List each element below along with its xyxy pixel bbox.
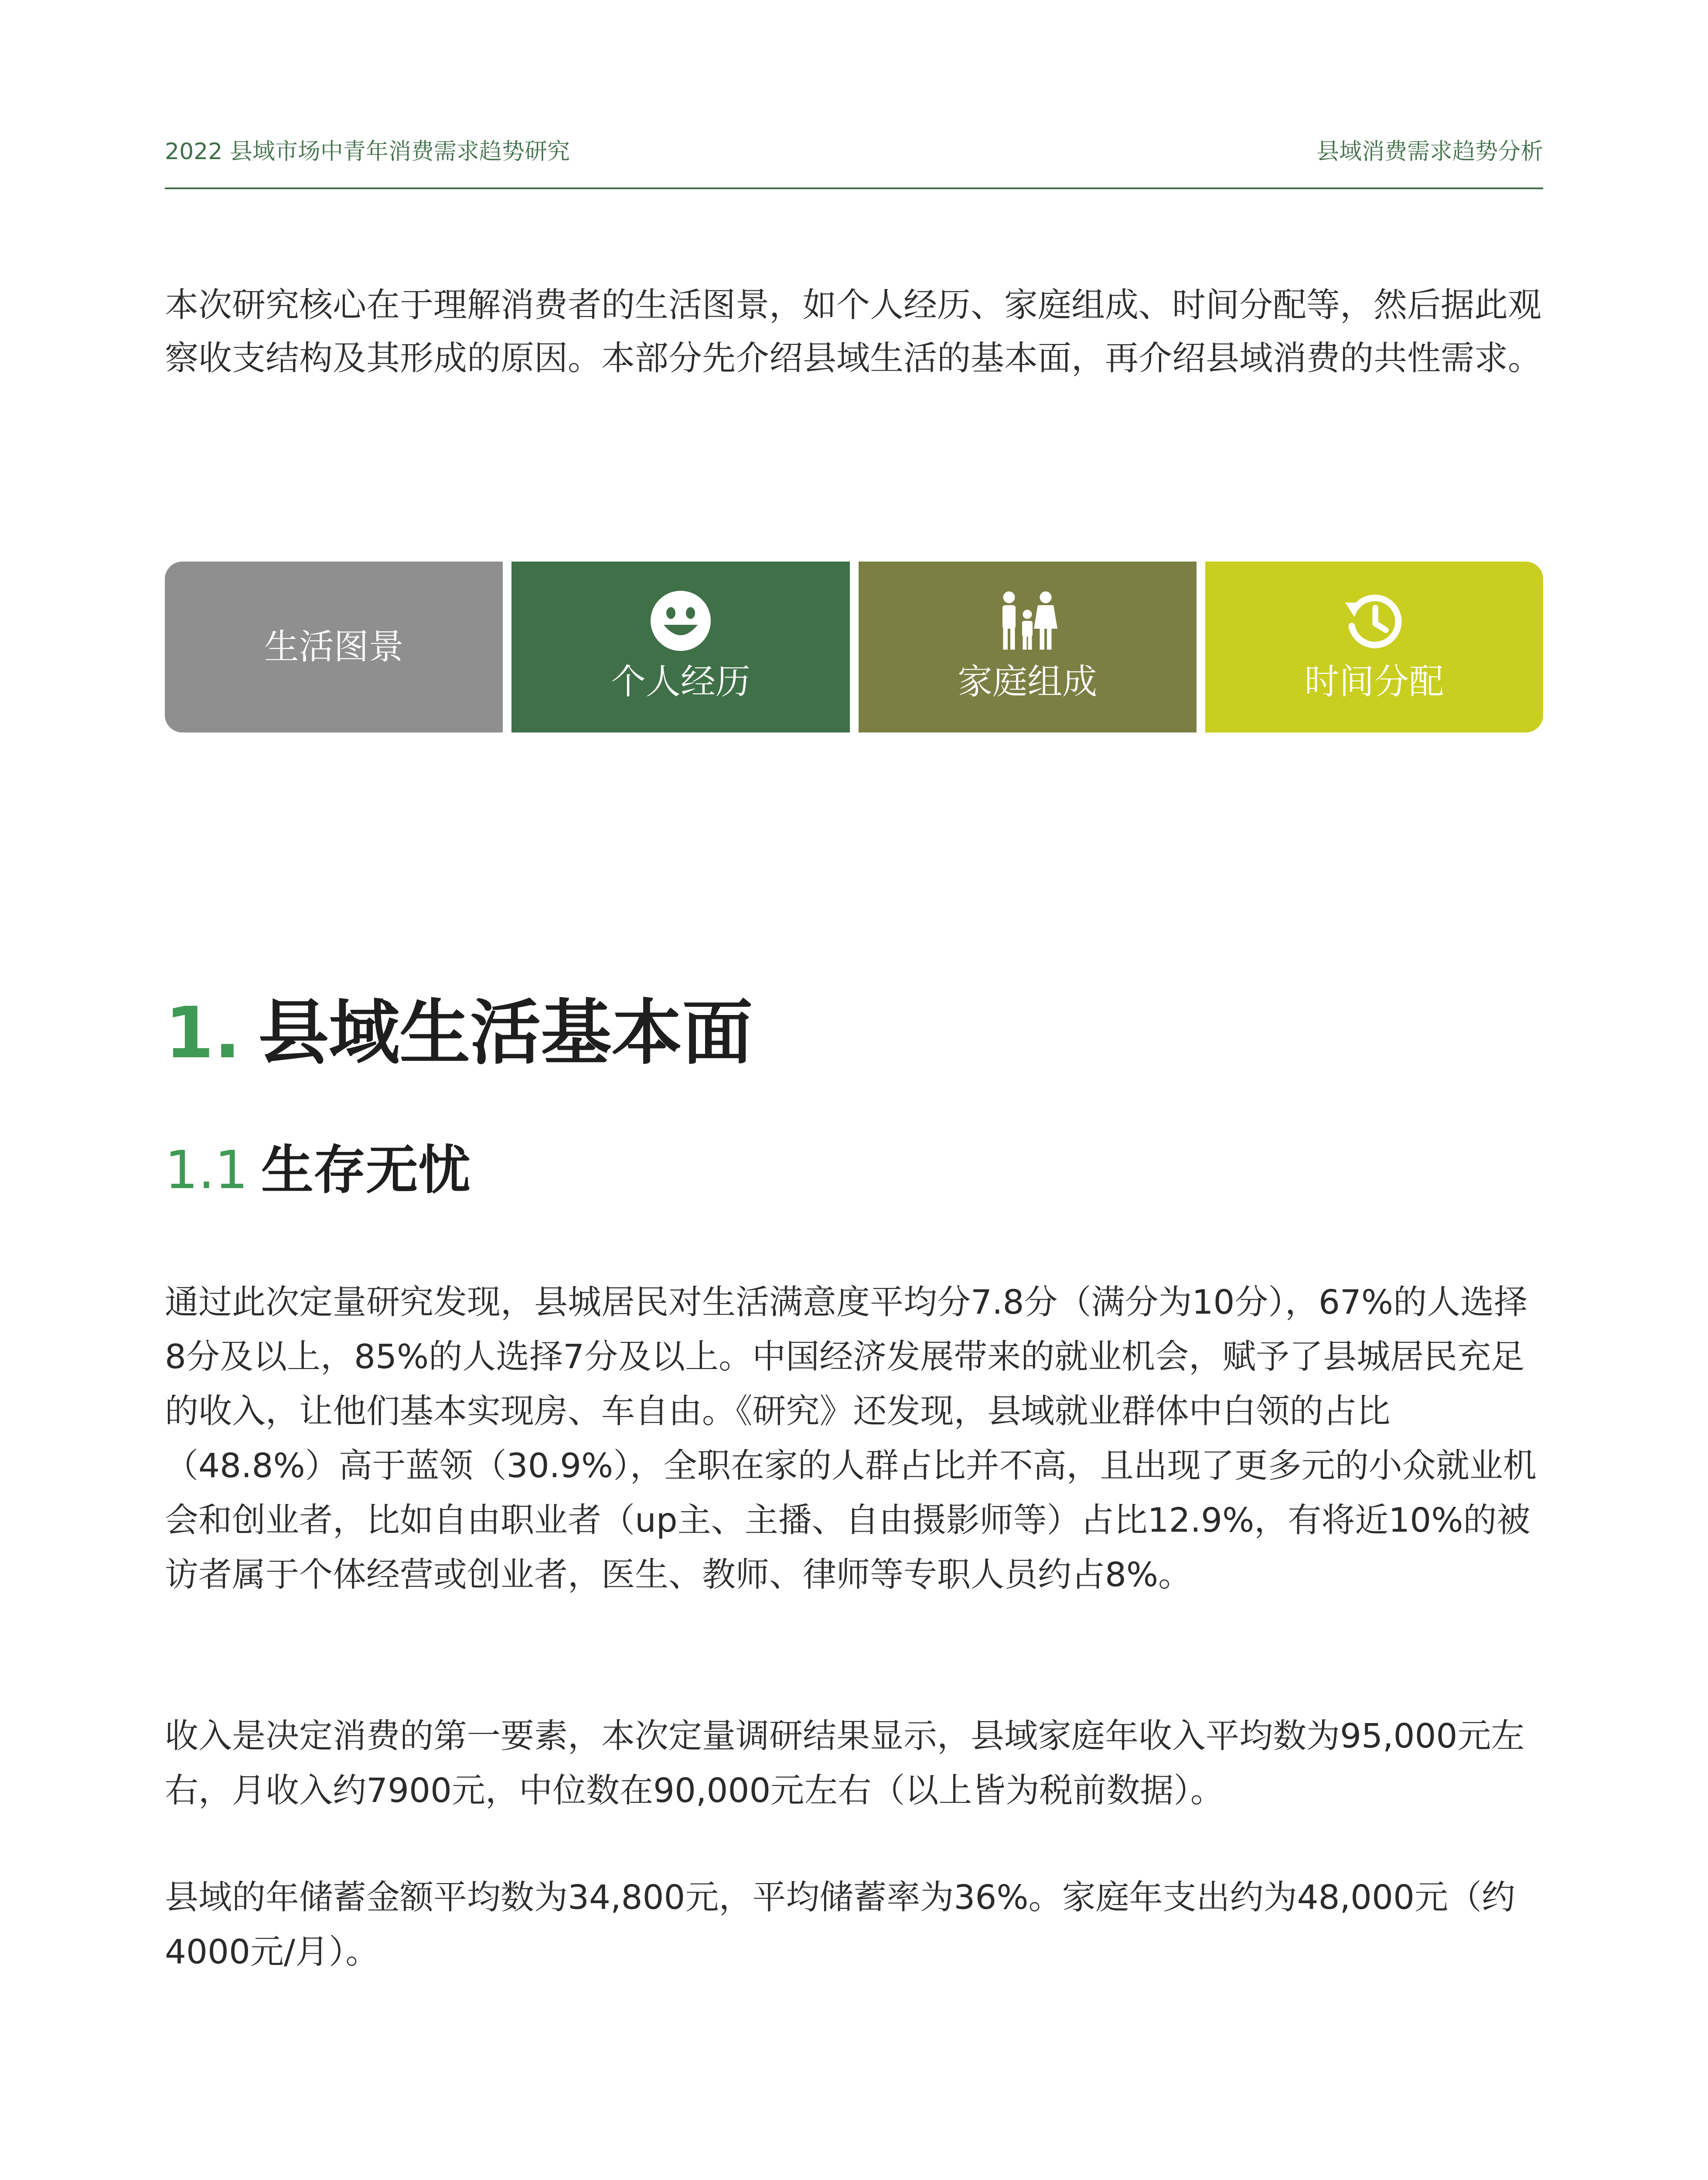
section-number: 1. — [165, 992, 241, 1074]
header-report-title: 2022 县域市场中青年消费需求趋势研究 — [165, 139, 570, 165]
body-paragraph-income: 收入是决定消费的第一要素，本次定量调研结果显示，县域家庭年收入平均数为95,000元左右，月收入约7900元，中位数在90,000元左右（以上皆为税前数据）。 — [165, 1717, 1525, 1810]
smiley-face-icon — [648, 588, 713, 654]
subsection-number: 1.1 — [165, 1140, 248, 1201]
card-label: 生活图景 — [264, 627, 404, 667]
card-label: 个人经历 — [610, 661, 750, 702]
subsection-title: 生存无忧 — [261, 1140, 470, 1201]
card-label: 时间分配 — [1304, 661, 1444, 702]
section-heading — [165, 985, 753, 1081]
card-time-allocation — [1205, 562, 1543, 732]
life-picture-cards — [165, 562, 1543, 732]
history-clock-icon — [1341, 588, 1407, 654]
card-family-composition — [859, 562, 1197, 732]
header-divider — [165, 187, 1543, 189]
section-title: 县域生活基本面 — [258, 992, 753, 1074]
subsection-heading — [165, 1134, 470, 1208]
body-paragraph-satisfaction: 通过此次定量研究发现，县城居民对生活满意度平均分7.8分（满分为10分），67%的人选择8分及以上，85%的人选择7分及以上。中国经济发展带来的就业机会，赋予了县城居民充足的收入，让他们基本实现房、车自由。《研究》还发现，县域就业群体中白领的占比（48.8%）高于蓝领（30.9%），全职在家的人群占比并不高，且出现了更多元的小众就业机会和创业者，比如自由职业者（up主、主播、自由摄影师等）占比12.9%，有将近10%的被访者属于个体经营或创业者，医生、教师、律师等专职人员约占8%。 — [165, 1283, 1537, 1594]
card-life-picture — [165, 562, 503, 732]
intro-paragraph: 本次研究核心在于理解消费者的生活图景，如个人经历、家庭组成、时间分配等，然后据此观察收支结构及其形成的原因。本部分先介绍县域生活的基本面，再介绍县域消费的共性需求。 — [165, 286, 1541, 378]
card-personal-experience — [511, 562, 849, 732]
family-icon — [995, 588, 1060, 654]
header-section-title: 县域消费需求趋势分析 — [1316, 139, 1543, 165]
card-label: 家庭组成 — [958, 661, 1098, 702]
body-paragraph-savings: 县域的年储蓄金额平均数为34,800元，平均储蓄率为36%。家庭年支出约为48,000元（约4000元/月）。 — [165, 1878, 1515, 1972]
